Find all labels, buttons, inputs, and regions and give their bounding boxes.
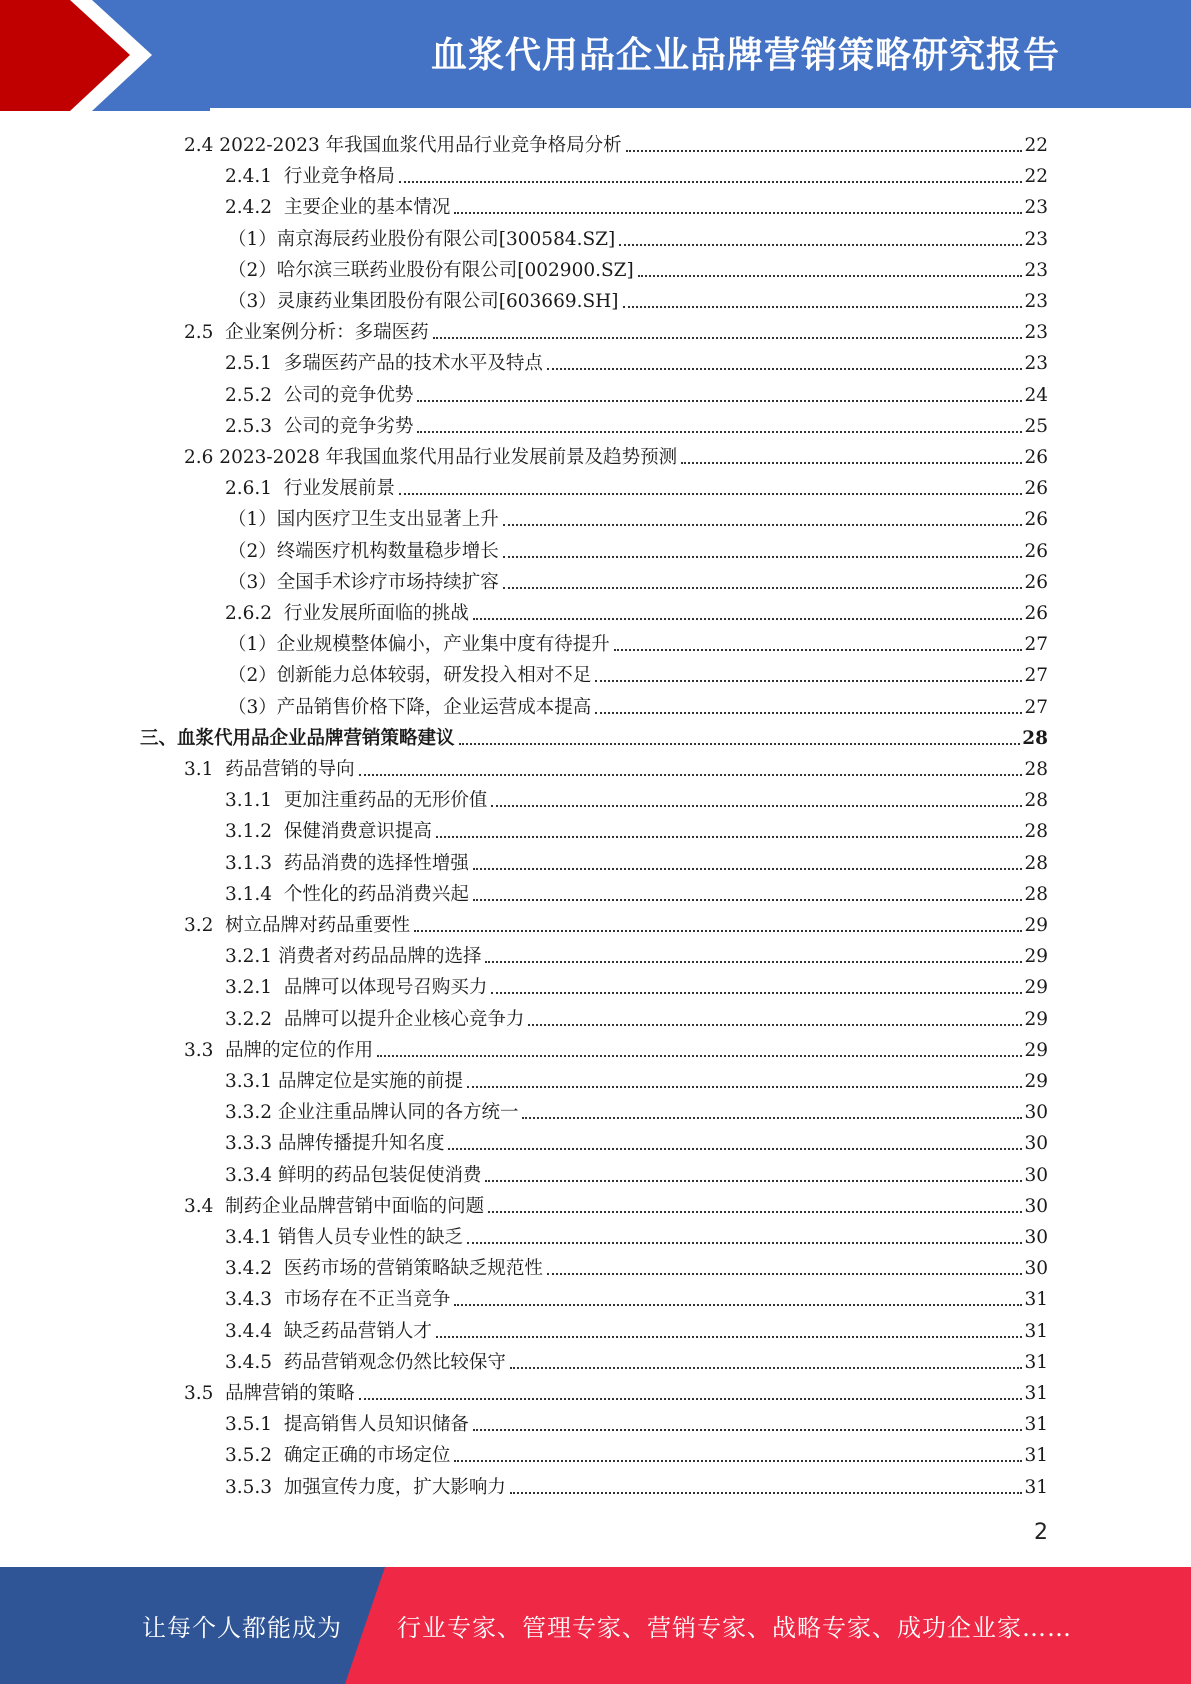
toc-entry-title: 3.4 制药企业品牌营销中面临的问题 [184,1195,485,1217]
toc-entry-page: 30 [1024,1195,1048,1217]
toc-entry-page: 26 [1024,447,1048,468]
toc-entry-title: 3.5.1 提高销售人员知识储备 [225,1414,469,1436]
toc-leader-dots [433,337,1023,339]
toc-entry[interactable] [225,782,1048,813]
toc-entry-title: 3.1 药品营销的导向 [184,759,355,780]
toc-entry-title: 3.2.1 品牌可以体现号召购买力 [225,977,488,999]
toc-entry[interactable] [184,1032,1048,1063]
toc-entry[interactable] [228,626,1048,657]
toc-leader-dots [436,1336,1023,1338]
toc-entry-page: 28 [1022,727,1048,749]
toc-leader-dots [467,1086,1022,1088]
toc-entry[interactable] [225,408,1048,439]
toc-leader-dots [485,961,1022,963]
toc-leader-dots [359,1398,1023,1400]
toc-entry[interactable] [225,1219,1048,1250]
toc-entry-title: 三、血浆代用品企业品牌营销策略建议 [140,727,455,749]
toc-entry-title: （2）创新能力总体较弱，研发投入相对不足 [228,665,592,687]
toc-entry-page: 28 [1024,790,1048,812]
toc-entry-page: 28 [1024,883,1048,905]
toc-entry[interactable] [225,1063,1048,1094]
toc-entry-title: 2.4 2022-2023 年我国血浆代用品行业竞争格局分析 [184,135,622,156]
toc-leader-dots [547,1273,1023,1275]
toc-leader-dots [510,1492,1023,1494]
toc-entry-title: 3.4.4 缺乏药品营销人才 [225,1320,432,1342]
toc-entry-page: 28 [1024,852,1048,874]
toc-leader-dots [454,1460,1022,1462]
toc-leader-dots [619,244,1022,246]
toc-entry[interactable] [184,907,1048,938]
footer-slogan-right: 行业专家、管理专家、营销专家、战略专家、成功企业家…… [397,1614,1072,1642]
toc-entry[interactable] [225,1406,1048,1437]
toc-entry-page: 28 [1024,821,1048,843]
toc-entry-title: 3.3 品牌的定位的作用 [184,1039,374,1061]
toc-entry[interactable] [225,938,1048,969]
toc-entry-title: （3）全国手术诊疗市场持续扩容 [228,571,499,593]
toc-entry-page: 29 [1024,946,1048,968]
toc-entry-title: 2.5.3 公司的竞争劣势 [225,415,414,437]
toc-leader-dots [454,1304,1022,1306]
toc-entry-title: （2）哈尔滨三联药业股份有限公司[002900.SZ] [228,259,634,281]
toc-leader-dots [595,680,1022,682]
footer-slogan-left: 让每个人都能成为 [142,1614,342,1642]
toc-entry[interactable] [225,1344,1048,1375]
toc-entry-title: 3.3.4 鲜明的药品包装促使消费 [225,1164,482,1186]
toc-entry-title: 3.5.2 确定正确的市场定位 [225,1445,451,1467]
toc-entry-title: 3.4.5 药品营销观念仍然比较保守 [225,1351,506,1373]
toc-entry-title: 3.1.1 更加注重药品的无形价值 [225,790,488,812]
toc-leader-dots [414,930,1022,932]
toc-entry[interactable] [228,252,1048,283]
toc-entry[interactable] [228,501,1048,532]
toc-entry-page: 30 [1024,1227,1048,1248]
toc-entry-title: （3）灵康药业集团股份有限公司[603669.SH] [228,291,619,312]
toc-entry[interactable] [225,1437,1048,1468]
toc-entry[interactable] [184,1375,1048,1406]
toc-entry[interactable] [184,751,1048,782]
toc-entry-title: （2）终端医疗机构数量稳步增长 [228,540,499,562]
toc-entry[interactable] [140,720,1048,751]
toc-entry-title: 3.5.3 加强宣传力度，扩大影响力 [225,1476,506,1498]
toc-entry-page: 23 [1024,197,1048,219]
toc-entry-title: 2.4.1 行业竞争格局 [225,166,395,188]
toc-entry-page: 31 [1024,1320,1048,1342]
toc-leader-dots [473,899,1023,901]
toc-leader-dots [436,836,1023,838]
toc-entry-title: 3.4.1 销售人员专业性的缺乏 [225,1227,463,1248]
toc-entry[interactable] [225,189,1048,220]
toc-entry[interactable] [225,1157,1048,1188]
toc-entry-page: 28 [1024,759,1048,780]
toc-entry-page: 29 [1024,977,1048,999]
toc-entry[interactable] [225,1125,1048,1156]
toc-leader-dots [485,1180,1022,1182]
toc-entry-title: 3.4.3 市场存在不正当竞争 [225,1289,451,1311]
toc-entry-page: 31 [1024,1414,1048,1436]
toc-entry-page: 26 [1024,509,1048,531]
page-number: 2 [1034,1520,1048,1545]
toc-entry-title: 2.6.2 行业发展所面临的挑战 [225,603,469,624]
toc-entry-page: 31 [1024,1289,1048,1311]
toc-leader-dots [547,368,1023,370]
toc-entry-title: 3.1.4 个性化的药品消费兴起 [225,883,469,905]
toc-entry-page: 30 [1024,1164,1048,1186]
toc-entry-title: 3.2 树立品牌对药品重要性 [184,915,411,936]
toc-entry-page: 23 [1024,353,1048,375]
toc-entry-page: 27 [1024,696,1048,718]
toc-entry-title: 3.3.1 品牌定位是实施的前提 [225,1071,463,1092]
toc-entry[interactable] [225,1250,1048,1281]
toc-entry[interactable] [225,876,1048,907]
toc-entry[interactable] [225,377,1048,408]
toc-entry-page: 29 [1024,1039,1048,1061]
toc-entry-page: 29 [1024,1071,1048,1092]
toc-entry[interactable] [225,1001,1048,1032]
toc-entry[interactable] [225,1094,1048,1125]
toc-entry-page: 22 [1024,135,1048,156]
toc-leader-dots [491,805,1022,807]
toc-entry-title: （1）南京海辰药业股份有限公司[300584.SZ] [228,228,616,250]
toc-leader-dots [359,774,1023,776]
toc-leader-dots [473,618,1023,620]
toc-entry[interactable] [184,314,1048,345]
toc-leader-dots [473,1429,1023,1431]
toc-entry-page: 23 [1024,291,1048,312]
toc-entry[interactable] [228,221,1048,252]
toc-leader-dots [503,556,1023,558]
toc-entry[interactable] [225,470,1048,501]
toc-entry[interactable] [228,564,1048,595]
toc-leader-dots [473,868,1023,870]
toc-leader-dots [626,150,1023,152]
toc-leader-dots [448,1148,1022,1150]
toc-entry-title: 2.4.2 主要企业的基本情况 [225,197,451,219]
toc-entry-page: 30 [1024,1102,1048,1124]
toc-entry-page: 22 [1024,166,1048,188]
toc-entry-title: 3.3.3 品牌传播提升知名度 [225,1133,445,1155]
toc-leader-dots [417,431,1022,433]
toc-entry[interactable] [225,845,1048,876]
toc-entry[interactable] [184,439,1048,470]
toc-entry-page: 26 [1024,478,1048,500]
toc-entry[interactable] [225,158,1048,189]
toc-leader-dots [638,275,1023,277]
toc-entry-page: 31 [1024,1351,1048,1373]
toc-entry-title: 3.2.1 消费者对药品品牌的选择 [225,946,482,968]
toc-leader-dots [503,524,1023,526]
toc-entry-page: 23 [1024,259,1048,281]
toc-entry-page: 25 [1024,415,1048,437]
toc-entry[interactable] [228,533,1048,564]
toc-entry[interactable] [184,127,1048,158]
toc-entry-page: 29 [1024,915,1048,936]
document-title: 血浆代用品企业品牌营销策略研究报告 [430,34,1060,76]
toc-entry[interactable] [225,345,1048,376]
toc-entry-page: 27 [1024,634,1048,656]
toc-entry-title: 3.5 品牌营销的策略 [184,1383,355,1404]
toc-leader-dots [417,400,1022,402]
toc-entry[interactable] [225,595,1048,626]
toc-entry-title: 2.6 2023-2028 年我国血浆代用品行业发展前景及趋势预测 [184,447,678,468]
toc-entry-page: 29 [1024,1008,1048,1030]
toc-leader-dots [681,462,1022,464]
toc-leader-dots [377,1055,1022,1057]
toc-entry-page: 23 [1024,322,1048,344]
toc-entry-page: 26 [1024,571,1048,593]
toc-entry-page: 26 [1024,540,1048,562]
toc-leader-dots [399,493,1023,495]
toc-entry-page: 23 [1024,228,1048,250]
toc-leader-dots [528,1024,1022,1026]
toc-entry[interactable] [228,689,1048,720]
page-footer [0,1567,1191,1684]
toc-leader-dots [488,1211,1022,1213]
toc-entry-title: 3.4.2 医药市场的营销策略缺乏规范性 [225,1258,543,1280]
toc-entry-title: （3）产品销售价格下降，企业运营成本提高 [228,696,592,718]
toc-leader-dots [399,181,1023,183]
toc-entry-title: （1）国内医疗卫生支出显著上升 [228,509,499,531]
toc-entry-title: 2.6.1 行业发展前景 [225,478,395,500]
toc-leader-dots [467,1242,1022,1244]
toc-entry-title: 3.3.2 企业注重品牌认同的各方统一 [225,1102,519,1124]
toc-entry[interactable] [225,1313,1048,1344]
toc-entry[interactable] [225,813,1048,844]
toc-leader-dots [595,712,1022,714]
toc-entry[interactable] [184,1188,1048,1219]
toc-entry-page: 24 [1024,384,1048,406]
toc-entry[interactable] [225,1469,1048,1500]
toc-leader-dots [454,212,1022,214]
toc-entry-page: 30 [1024,1258,1048,1280]
toc-leader-dots [510,1367,1023,1369]
toc-entry-title: 3.1.3 药品消费的选择性增强 [225,852,469,874]
toc-entry-title: （1）企业规模整体偏小，产业集中度有待提升 [228,634,610,656]
toc-leader-dots [623,306,1023,308]
page-header [0,0,1191,111]
toc-entry-title: 2.5 企业案例分析：多瑞医药 [184,322,429,344]
toc-entry[interactable] [225,969,1048,1000]
toc-entry-page: 26 [1024,603,1048,624]
toc-entry-page: 31 [1024,1383,1048,1404]
toc-entry[interactable] [228,283,1048,314]
toc-leader-dots [491,992,1022,994]
toc-leader-dots [503,587,1023,589]
toc-entry-page: 31 [1024,1445,1048,1467]
toc-entry[interactable] [228,657,1048,688]
toc-leader-dots [459,743,1021,745]
toc-entry-title: 3.1.2 保健消费意识提高 [225,821,432,843]
toc-entry-title: 3.2.2 品牌可以提升企业核心竞争力 [225,1008,525,1030]
toc-entry[interactable] [225,1281,1048,1312]
toc-leader-dots [614,649,1023,651]
toc-leader-dots [522,1117,1022,1119]
toc-entry-page: 27 [1024,665,1048,687]
toc-entry-title: 2.5.1 多瑞医药产品的技术水平及特点 [225,353,543,375]
toc-entry-page: 31 [1024,1476,1048,1498]
toc-entry-title: 2.5.2 公司的竞争优势 [225,384,414,406]
toc-entry-page: 30 [1024,1133,1048,1155]
